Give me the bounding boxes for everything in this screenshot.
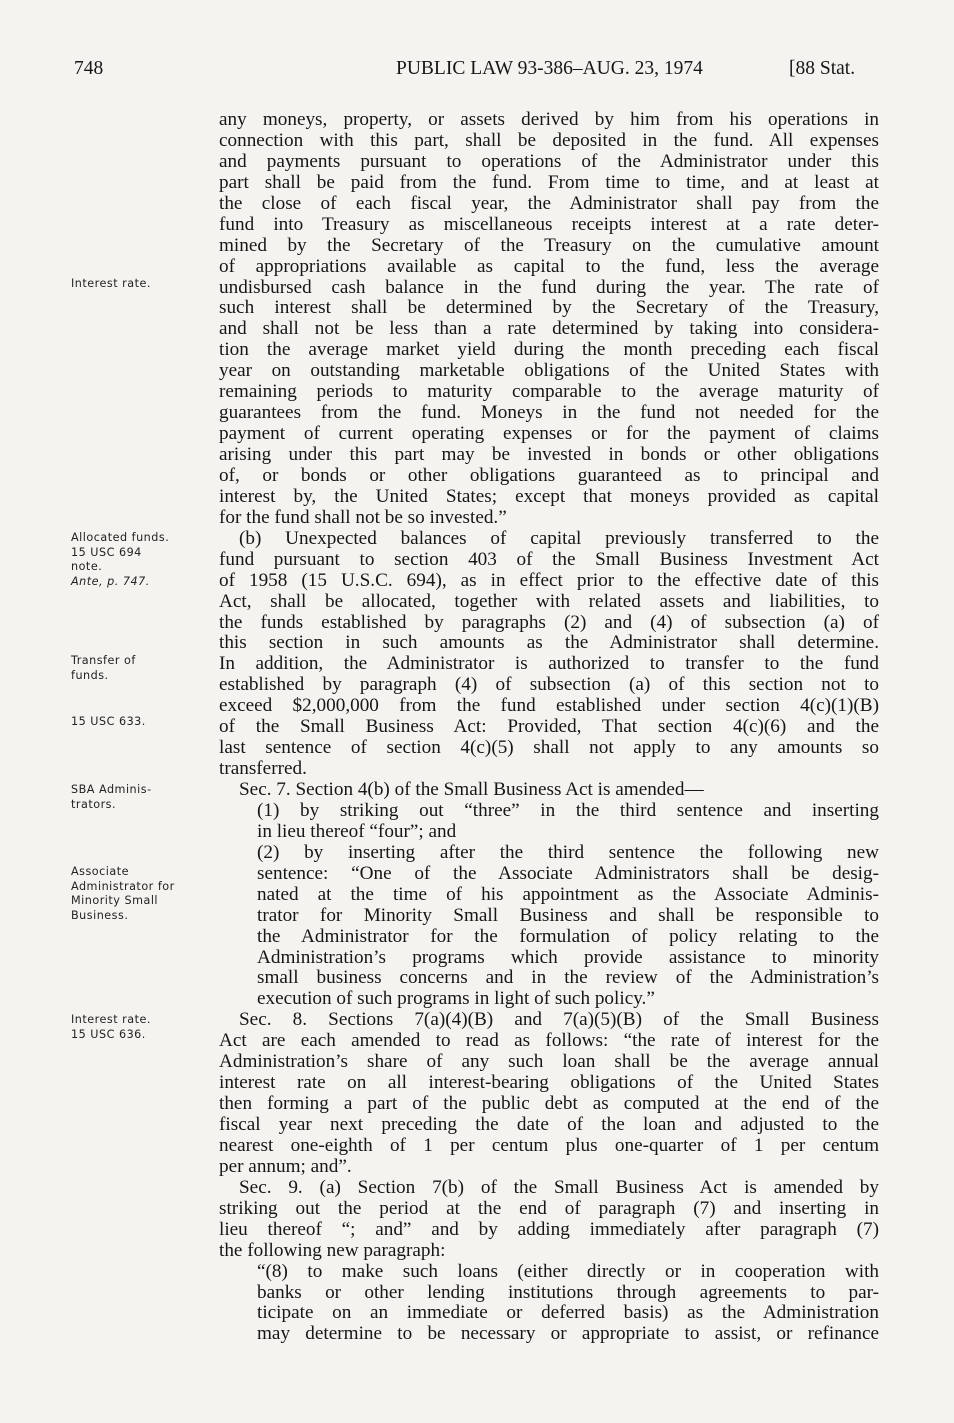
text-line: then forming a part of the public debt as computed at the end of the (219, 1093, 879, 1115)
text-line: trator for Minority Small Business and shall be responsible to (257, 904, 879, 926)
text-line: the following new paragraph: (219, 1239, 446, 1261)
text-line: (b) Unexpected balances of capital previously transferred to the (239, 527, 879, 549)
text-line: undisbursed cash balance in the fund during the year. The rate of (219, 276, 879, 298)
margin-note-interest-rate (71, 277, 151, 292)
text-line: fund into Treasury as miscellaneous receipts interest at a rate deter- (219, 213, 879, 235)
text-line: and shall not be less than a rate determined by taking into considera- (219, 318, 879, 340)
margin-note-text: Minority Small (71, 894, 159, 907)
text-line: Sec. 7. Section 4(b) of the Small Business Act is amended— (239, 779, 704, 800)
page-header (0, 58, 954, 86)
margin-note-text: 15 USC 633. (71, 715, 146, 728)
text-line: (2) by inserting after the third sentence the following new (257, 841, 879, 863)
text-line: arising under this part may be invested in bonds or other obligations (219, 444, 879, 465)
margin-note-interest-rate-636 (71, 1013, 151, 1042)
margin-note-text: Interest rate. (71, 277, 151, 290)
margin-note-usc-633 (71, 715, 146, 730)
text-line: guarantees from the fund. Moneys in the fund not needed for the (219, 402, 879, 424)
text-line: part shall be paid from the fund. From time to time, and at least at (219, 171, 879, 193)
margin-note-text: 15 USC 694 (71, 545, 142, 559)
running-title: PUBLIC LAW 93-386–AUG. 23, 1974 (396, 58, 703, 79)
text-line: interest rate on all interest-bearing obligations of the United States (219, 1072, 879, 1094)
margin-note-text: trators. (71, 797, 117, 811)
text-line: the close of each fiscal year, the Administrator shall pay from the (219, 192, 879, 214)
margin-note-sba-administrators (71, 783, 152, 812)
text-line: banks or other lending institutions through agreements to par- (257, 1281, 879, 1303)
text-line: execution of such programs in light of such policy.” (257, 988, 655, 1010)
margin-note-text: Transfer of (71, 654, 136, 667)
text-line: sentence: “One of the Associate Administrators shall be desig- (257, 862, 879, 884)
margin-note-text: Administrator for (71, 879, 175, 893)
text-line: year on outstanding marketable obligations of the United States with (219, 360, 879, 382)
text-line: last sentence of section 4(c)(5) shall not apply to any amounts so (219, 737, 879, 759)
margin-note-text: Ante, p. 747. (71, 574, 150, 588)
text-line: Act are each amended to read as follows: “the rate of interest for the (219, 1030, 879, 1052)
margin-note-text: SBA Adminis- (71, 783, 152, 796)
margin-note-text: Allocated funds. (71, 531, 170, 544)
margin-note-text: funds. (71, 668, 109, 682)
text-line: interest by, the United States; except that moneys provided as capital (219, 485, 879, 507)
text-line: fiscal year next preceding the date of the loan and adjusted to the (219, 1114, 879, 1135)
text-line: connection with this part, shall be deposited in the fund. All expenses (219, 129, 879, 151)
text-line: ticipate on an immediate or deferred basis) as the Administration (257, 1302, 879, 1324)
text-line: transferred. (219, 758, 307, 780)
text-line: Sec. 9. (a) Section 7(b) of the Small Business Act is amended by (239, 1176, 879, 1198)
text-line: remaining periods to maturity comparable to the average maturity of (219, 381, 879, 403)
text-line: and payments pursuant to operations of the Administrator under this (219, 150, 879, 172)
text-line: small business concerns and in the review of the Administration’s (257, 967, 879, 989)
text-line: Administration’s share of any such loan shall be the average annual (219, 1051, 879, 1073)
margin-note-text: Business. (71, 908, 129, 922)
text-line: lieu thereof “; and” and by adding immediately after paragraph (7) (219, 1218, 879, 1240)
text-line: “(8) to make such loans (either directly or in cooperation with (257, 1260, 879, 1282)
text-line: the funds established by paragraphs (2) and (4) of subsection (a) of (219, 611, 879, 633)
margin-note-associate-administrator (71, 865, 175, 923)
text-line: In addition, the Administrator is authorized to transfer to the fund (219, 653, 879, 675)
text-line: Administration’s programs which provide assistance to minority (257, 946, 879, 968)
margin-note-text: Interest rate. (71, 1013, 151, 1026)
text-line: Act, shall be allocated, together with related assets and liabilities, to (219, 590, 879, 612)
text-line: of, or bonds or other obligations guaranteed as to principal and (219, 464, 879, 486)
margin-note-text: 15 USC 636. (71, 1027, 146, 1041)
margin-note-transfer-of-funds (71, 654, 136, 683)
text-line: nated at the time of his appointment as the Associate Adminis- (257, 883, 879, 905)
text-line: striking out the period at the end of paragraph (7) and inserting in (219, 1197, 879, 1219)
text-line: in lieu thereof “four”; and (257, 820, 457, 842)
text-line: per annum; and”. (219, 1155, 352, 1177)
text-line: tion the average market yield during the month preceding each fiscal (219, 339, 879, 361)
margin-note-text: note. (71, 560, 103, 573)
text-line: may determine to be necessary or appropriate to assist, or refinance (257, 1323, 879, 1345)
text-line: of appropriations available as capital to the fund, less the average (219, 255, 879, 277)
text-line: payment of current operating expenses or for the payment of claims (219, 423, 879, 445)
text-line: fund pursuant to section 403 of the Small Business Investment Act (219, 548, 879, 570)
text-line: such interest shall be determined by the Secretary of the Treasury, (219, 297, 879, 319)
statute-body (219, 110, 879, 1345)
text-line: for the fund shall not be so invested.” (219, 506, 507, 528)
page-number: 748 (74, 58, 104, 79)
margin-note-text: Associate (71, 865, 130, 878)
text-line: any moneys, property, or assets derived by him from his operations in (219, 109, 879, 130)
text-line: (1) by striking out “three” in the third sentence and inserting (257, 799, 879, 821)
text-line: this section in such amounts as the Administrator shall determine. (219, 632, 879, 654)
text-line: Sec. 8. Sections 7(a)(4)(B) and 7(a)(5)(B) of the Small Business (239, 1009, 879, 1031)
statute-volume: [88 Stat. (789, 58, 856, 79)
text-line: of 1958 (15 U.S.C. 694), as in effect prior to the effective date of this (219, 569, 879, 591)
text-line: nearest one-eighth of 1 per centum plus one-quarter of 1 per centum (219, 1134, 879, 1156)
margin-note-allocated-funds (71, 531, 169, 589)
text-line: of the Small Business Act: Provided, That section 4(c)(6) and the (219, 716, 879, 738)
text-line: established by paragraph (4) of subsection (a) of this section not to (219, 674, 879, 696)
text-line: the Administrator for the formulation of policy relating to the (257, 925, 879, 947)
text-line: mined by the Secretary of the Treasury on the cumulative amount (219, 234, 879, 256)
text-line: exceed $2,000,000 from the fund established under section 4(c)(1)(B) (219, 695, 879, 717)
